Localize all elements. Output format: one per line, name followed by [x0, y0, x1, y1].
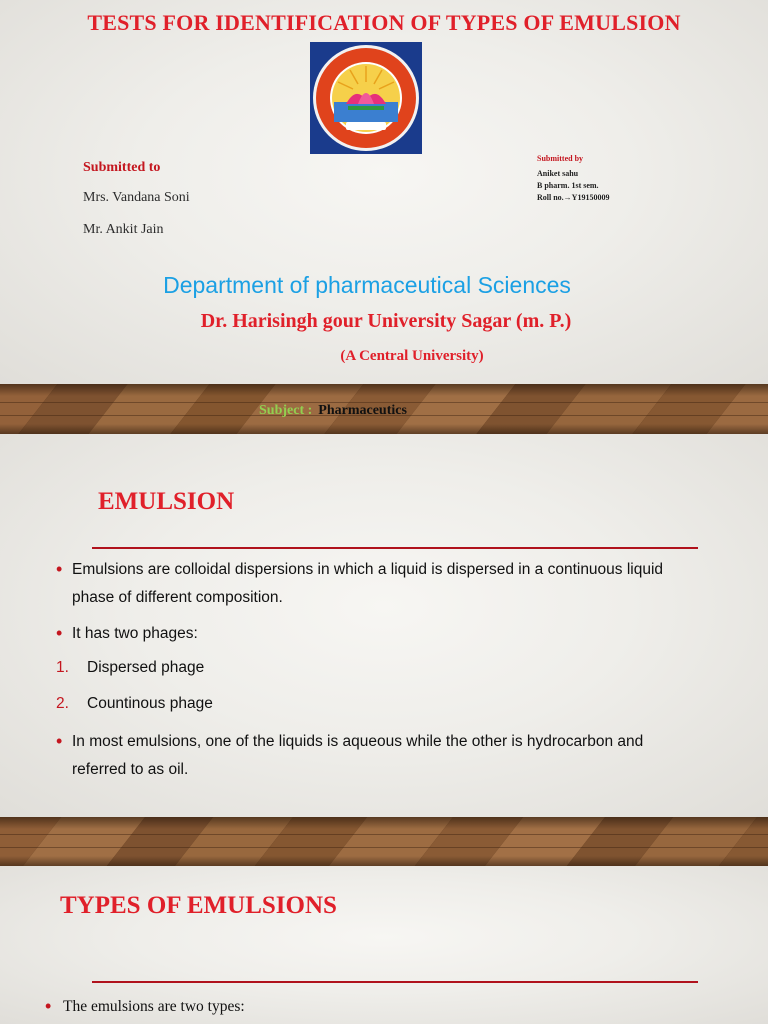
- heading-underline: [92, 981, 698, 983]
- central-university-note: (A Central University): [340, 348, 484, 364]
- slide-heading: TYPES OF EMULSIONS: [60, 892, 337, 919]
- bullet-text: The emulsions are two types:: [63, 998, 245, 1015]
- list-number: 2.: [56, 695, 69, 712]
- wood-floor-band: [0, 817, 768, 866]
- slide-title: [0, 0, 768, 384]
- list-item-text: Dispersed phage: [87, 659, 205, 676]
- heading-underline: [92, 547, 698, 549]
- submitted-to-name: Mr. Ankit Jain: [83, 222, 164, 237]
- list-number: 1.: [56, 659, 69, 676]
- submitted-to-label: Submitted to: [83, 160, 161, 175]
- subject-value: Pharmaceutics: [318, 403, 407, 418]
- submitted-by-line: B pharm. 1st sem.: [537, 181, 599, 190]
- submitted-by-label: Submitted by: [537, 154, 584, 163]
- department-name: Department of pharmaceutical Sciences: [163, 272, 571, 298]
- slide-emulsion: [0, 434, 768, 817]
- bullet-text: It has two phages:: [72, 625, 198, 642]
- submitted-to-name: Mrs. Vandana Soni: [83, 190, 190, 205]
- slide-title-heading: TESTS FOR IDENTIFICATION OF TYPES OF EMULSION: [87, 10, 681, 35]
- bullet-text: In most emulsions, one of the liquids is aqueous while the other is hydrocarbon and referred to as oil.: [72, 733, 644, 778]
- bullet-marker: •: [45, 996, 52, 1016]
- university-name: Dr. Harisingh gour University Sagar (m. P.): [200, 310, 572, 332]
- list-item-text: Countinous phage: [87, 695, 213, 712]
- slide-types-of-emulsions: [0, 866, 768, 1024]
- bullet-marker: •: [56, 623, 63, 643]
- bullet-text: Emulsions are colloidal dispersions in which a liquid is dispersed in a continuous liquid phase of different composition.: [72, 561, 664, 606]
- bullet-marker: •: [56, 731, 63, 751]
- bullet-marker: •: [56, 559, 63, 579]
- subject-line: [259, 403, 407, 419]
- submitted-by-line: Roll no.→Y19150009: [537, 193, 610, 202]
- university-emblem-icon: [310, 42, 422, 154]
- submitted-by-line: Aniket sahu: [537, 169, 579, 178]
- slide-heading: EMULSION: [98, 488, 235, 515]
- subject-label: Subject :: [259, 403, 313, 418]
